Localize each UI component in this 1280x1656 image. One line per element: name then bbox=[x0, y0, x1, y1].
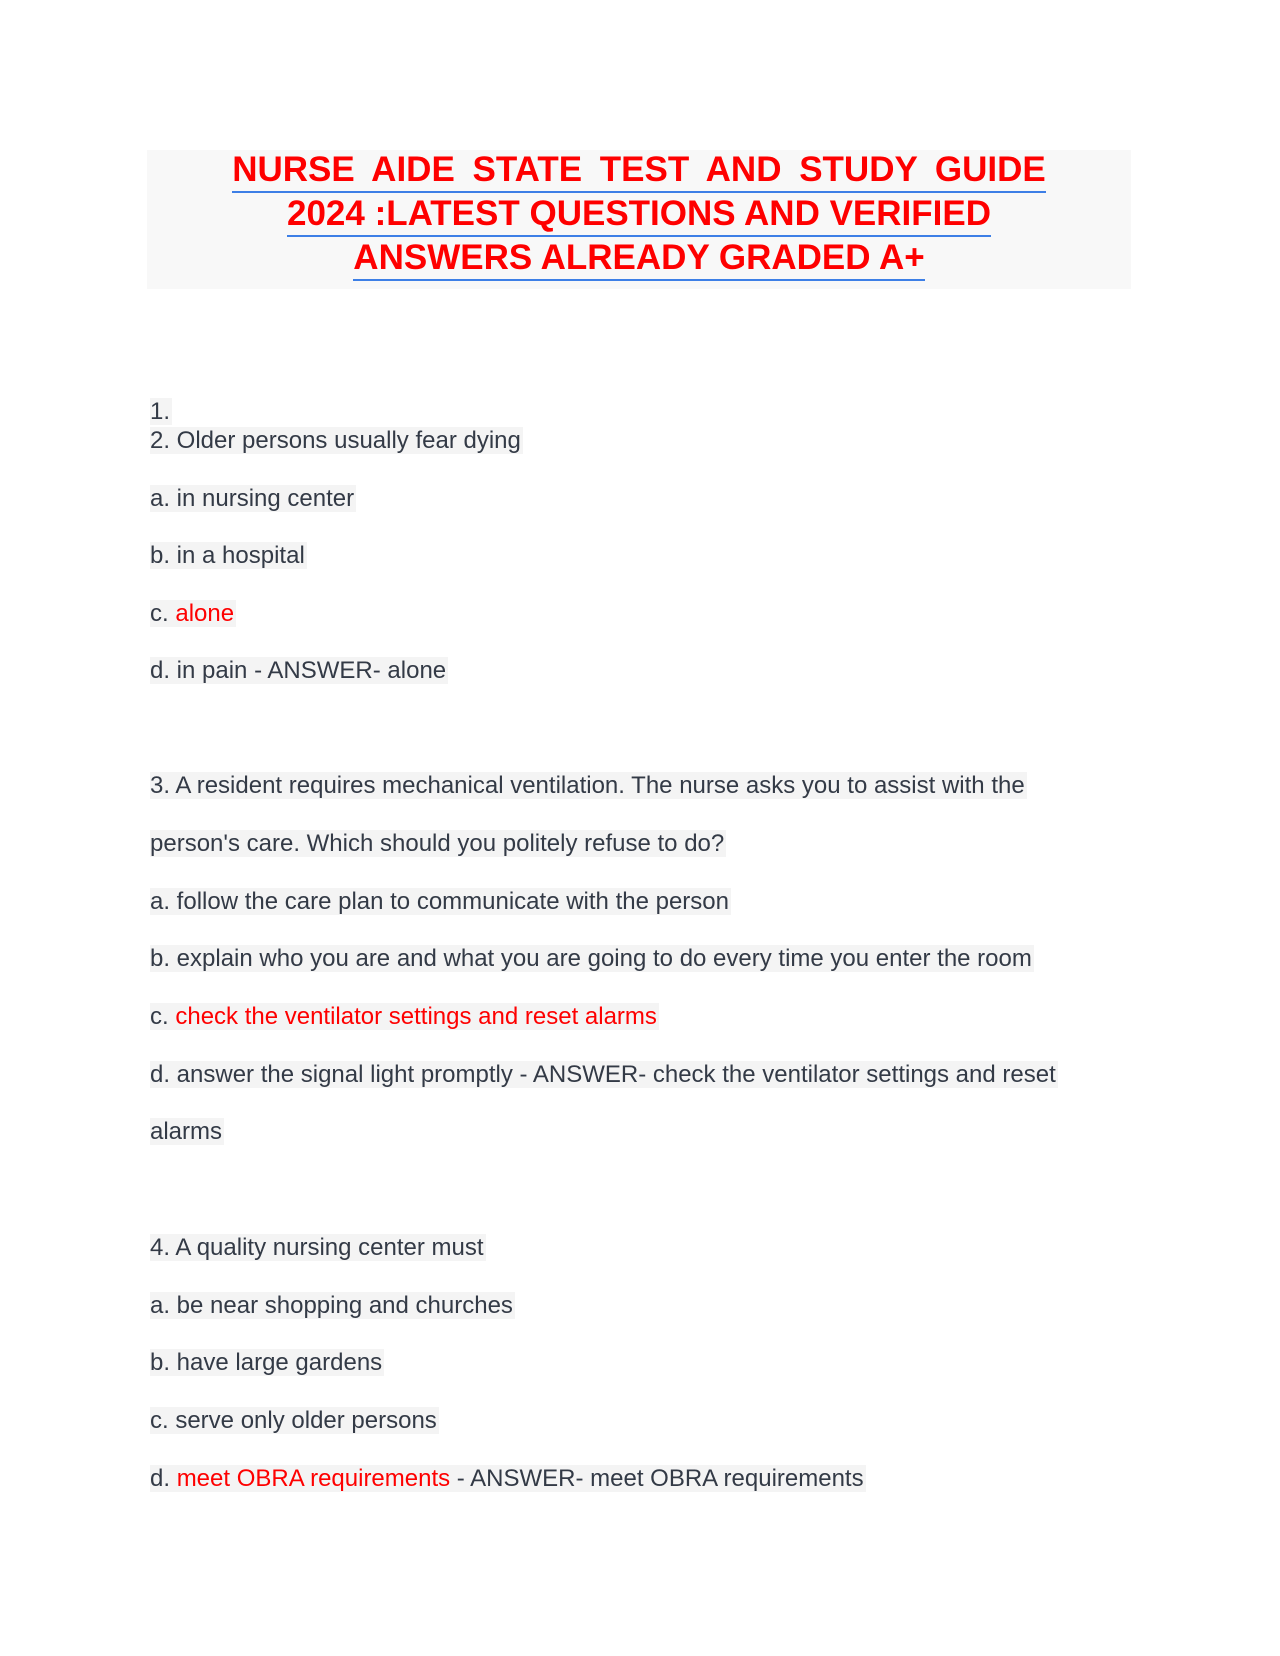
question-2-option-b: b. in a hospital bbox=[150, 542, 305, 569]
question-3-option-b: b. explain who you are and what you are going to do every time you enter the room bbox=[150, 945, 1032, 972]
question-4-option-a: a. be near shopping and churches bbox=[150, 1292, 513, 1319]
question-2-text: 2. Older persons usually fear dying bbox=[150, 427, 521, 454]
question-4-option-b: b. have large gardens bbox=[150, 1349, 383, 1376]
question-3-option-d-line-1: d. answer the signal light promptly - ANSWER- check the ventilator settings and reset bbox=[150, 1061, 1056, 1088]
title-line-1: NURSE AIDE STATE TEST AND STUDY GUIDE bbox=[147, 150, 1131, 193]
title-line-3: ANSWERS ALREADY GRADED A+ bbox=[147, 238, 1131, 281]
title-line-2: 2024 :LATEST QUESTIONS AND VERIFIED bbox=[147, 194, 1131, 237]
question-3-option-a: a. follow the care plan to communicate with the person bbox=[150, 888, 729, 915]
correct-answer-highlight: alone bbox=[175, 600, 235, 627]
correct-answer-highlight: check the ventilator settings and reset alarms bbox=[175, 1003, 657, 1030]
question-4-option-d: d. meet OBRA requirements - ANSWER- meet OBRA requirements bbox=[150, 1465, 864, 1492]
question-3-option-c: c. check the ventilator settings and reset alarms bbox=[150, 1003, 657, 1030]
question-3-text-line-2: person's care. Which should you politely refuse to do? bbox=[150, 830, 725, 857]
question-2-option-d: d. in pain - ANSWER- alone bbox=[150, 657, 447, 684]
question-1-number: 1. bbox=[150, 398, 171, 425]
document-title-block bbox=[147, 150, 1131, 289]
question-3-option-d-line-2: alarms bbox=[150, 1118, 223, 1145]
question-4-option-c: c. serve only older persons bbox=[150, 1407, 437, 1434]
question-3-text-line-1: 3. A resident requires mechanical ventilation. The nurse asks you to assist with the bbox=[150, 772, 1025, 799]
question-4-text: 4. A quality nursing center must bbox=[150, 1234, 484, 1261]
question-2-option-a: a. in nursing center bbox=[150, 485, 355, 512]
correct-answer-highlight: meet OBRA requirements bbox=[176, 1465, 451, 1492]
question-2-option-c: c. alone bbox=[150, 600, 235, 627]
